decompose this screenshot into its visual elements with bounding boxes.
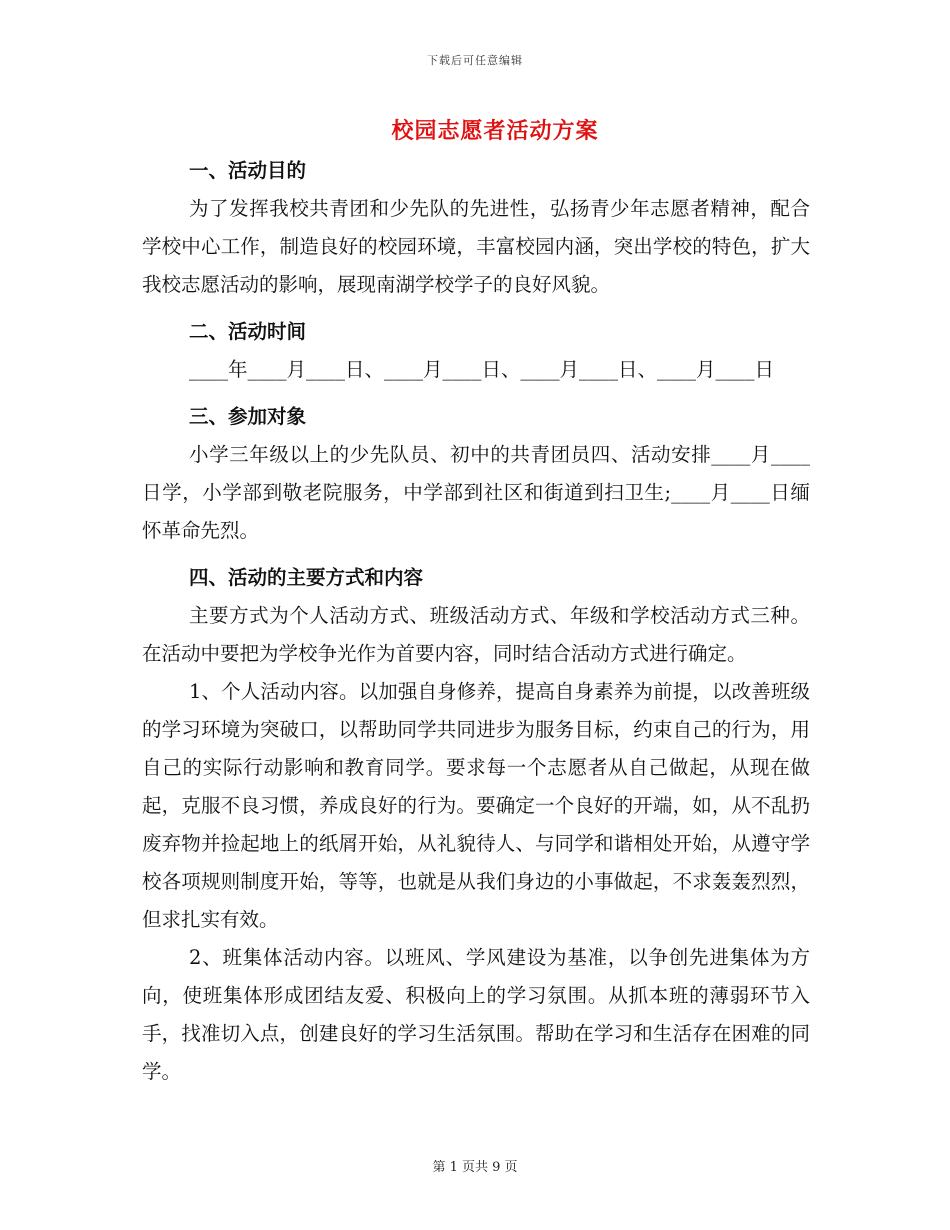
- section-paragraph-time: ____年____月____日、____月____日、____月____日、____月____日: [189, 358, 775, 381]
- section-heading-time: 二、活动时间: [189, 320, 307, 343]
- section-heading-participants: 三、参加对象: [189, 405, 307, 428]
- document-title: 校园志愿者活动方案: [391, 118, 599, 144]
- page-footer: 第 1 页共 9 页: [432, 1160, 518, 1175]
- section-heading-methods: 四、活动的主要方式和内容: [189, 566, 424, 589]
- section-paragraph-class: 2、班集体活动内容。以班风、学风建设为基准，以争创先进集体为方向，使班集体形成团结友爱、积极向上的学习氛围。从抓本班的薄弱环节入手，找准切入点，创建良好的学习生活氛围。帮助在学习和生活存在困难的同学。: [142, 946, 810, 1083]
- section-paragraph-participants: 小学三年级以上的少先队员、初中的共青团员四、活动安排____月____日学，小学部到敬老院服务，中学部到社区和街道到扫卫生;____月____日缅怀革命先烈。: [142, 443, 810, 542]
- section-paragraph-purpose: 为了发挥我校共青团和少先队的先进性，弘扬青少年志愿者精神，配合学校中心工作，制造良好的校园环境，丰富校园内涵，突出学校的特色，扩大我校志愿活动的影响，展现南湖学校学子的良好风貌。: [142, 197, 810, 296]
- document-body: [142, 152, 810, 1091]
- section-heading-purpose: 一、活动目的: [189, 159, 307, 182]
- section-paragraph-individual: 1、个人活动内容。以加强自身修养，提高自身素养为前提，以改善班级的学习环境为突破口，以帮助同学共同进步为服务目标，约束自己的行为，用自己的实际行动影响和教育同学。要求每一个志愿者从自己做起，从现在做起，克服不良习惯，养成良好的行为。要确定一个良好的开端，如，从不乱扔废弃物并捡起地上的纸屑开始，从礼貌待人、与同学和谐相处开始，从遵守学校各项规则制度开始，等等，也就是从我们身边的小事做起，不求轰轰烈烈，但求扎实有效。: [142, 680, 810, 931]
- header-note: 下载后可任意编辑: [427, 54, 523, 67]
- section-paragraph-methods-intro: 主要方式为个人活动方式、班级活动方式、年级和学校活动方式三种。在活动中要把为学校争光作为首要内容，同时结合活动方式进行确定。: [142, 604, 810, 665]
